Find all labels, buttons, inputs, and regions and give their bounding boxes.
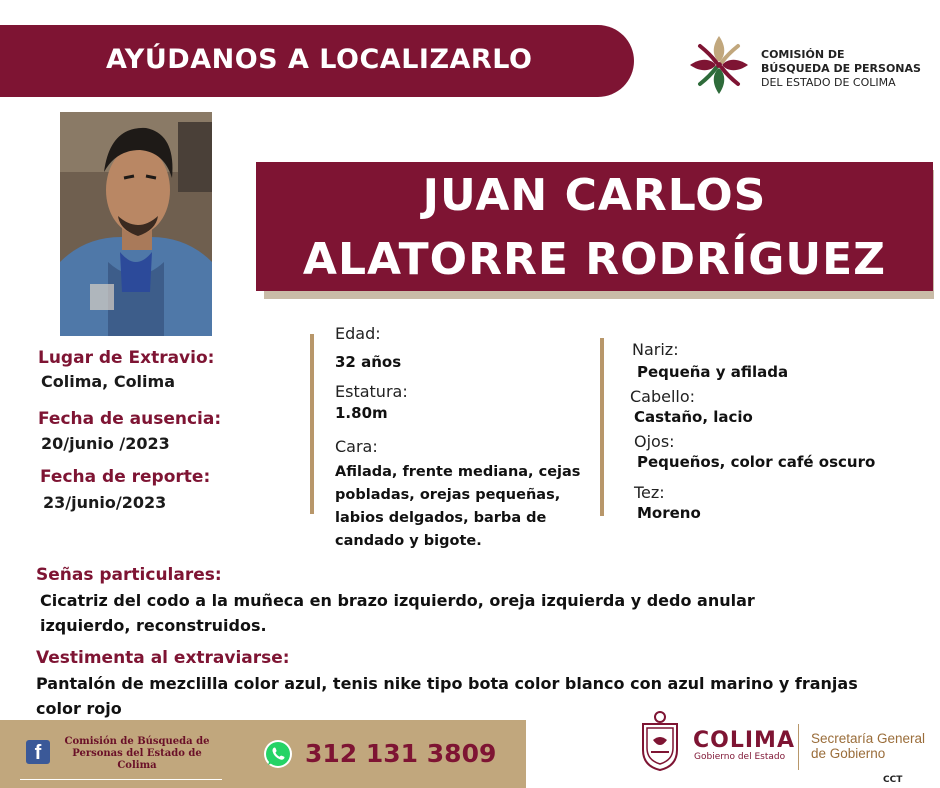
senas-label: Señas particulares:: [36, 565, 222, 585]
lugar-label: Lugar de Extravio:: [38, 348, 215, 368]
senas-value: Cicatriz del codo a la muñeca en brazo izquierdo, oreja izquierda y dedo anular izquierdo, reconstruidos.: [40, 591, 755, 635]
org-line-3: DEL ESTADO DE COLIMA: [761, 76, 896, 89]
vestimenta-value: Pantalón de mezclilla color azul, tenis nike tipo bota color blanco con azul marino y franjas color rojo: [36, 674, 858, 718]
colima-subtitle: Gobierno del Estado: [694, 752, 786, 762]
cabello-label: Cabello:: [630, 387, 696, 406]
reporte-label: Fecha de reporte:: [40, 467, 211, 487]
person-name-first: JUAN CARLOS: [422, 170, 767, 221]
phone-number[interactable]: 312 131 3809: [305, 739, 497, 768]
facebook-icon[interactable]: f: [26, 740, 50, 764]
edad-value: 32 años: [335, 353, 402, 371]
cara-value: Afilada, frente mediana, cejas pobladas, orejas pequeñas, labios delgados, barba de candado y bigote.: [335, 464, 581, 549]
org-line-1: COMISIÓN DE: [761, 48, 845, 61]
secretaria-line-1: Secretaría General: [811, 731, 926, 746]
cct-label: CCT: [883, 775, 903, 785]
divider-left: [310, 334, 314, 514]
edad-label: Edad:: [335, 324, 381, 343]
footer-logo-divider: [798, 724, 799, 770]
facebook-underline: [20, 779, 222, 780]
estatura-label: Estatura:: [335, 382, 408, 401]
secretaria-line-2: de Gobierno: [811, 746, 886, 761]
org-line-2: BÚSQUEDA DE PERSONAS: [761, 62, 921, 75]
nariz-label: Nariz:: [632, 340, 679, 359]
divider-right: [600, 338, 604, 516]
banner-title: AYÚDANOS A LOCALIZARLO: [106, 44, 533, 75]
tez-value: Moreno: [637, 504, 701, 522]
lugar-value: Colima, Colima: [41, 372, 175, 391]
facebook-page-link[interactable]: Comisión de Búsqueda de Personas del Estado de Colima: [64, 736, 210, 771]
colima-crest: [637, 710, 683, 772]
tez-label: Tez:: [634, 483, 665, 502]
estatura-value: 1.80m: [335, 404, 388, 422]
cabello-value: Castaño, lacio: [634, 408, 753, 426]
person-photo-illustration: [60, 112, 212, 336]
ojos-value: Pequeños, color café oscuro: [637, 453, 876, 471]
person-photo: [60, 112, 212, 336]
commission-name: [761, 48, 921, 90]
nariz-value: Pequeña y afilada: [637, 363, 789, 381]
ausencia-label: Fecha de ausencia:: [38, 409, 222, 429]
reporte-value: 23/junio/2023: [43, 493, 167, 512]
ojos-label: Ojos:: [634, 432, 675, 451]
ausencia-value: 20/junio /2023: [41, 434, 170, 453]
person-name-last: ALATORRE RODRÍGUEZ: [302, 234, 887, 285]
commission-logo: [686, 32, 752, 98]
colima-wordmark: COLIMA: [693, 728, 795, 753]
vestimenta-label: Vestimenta al extraviarse:: [36, 648, 290, 668]
cara-label: Cara:: [335, 437, 378, 456]
whatsapp-icon[interactable]: [262, 738, 294, 770]
